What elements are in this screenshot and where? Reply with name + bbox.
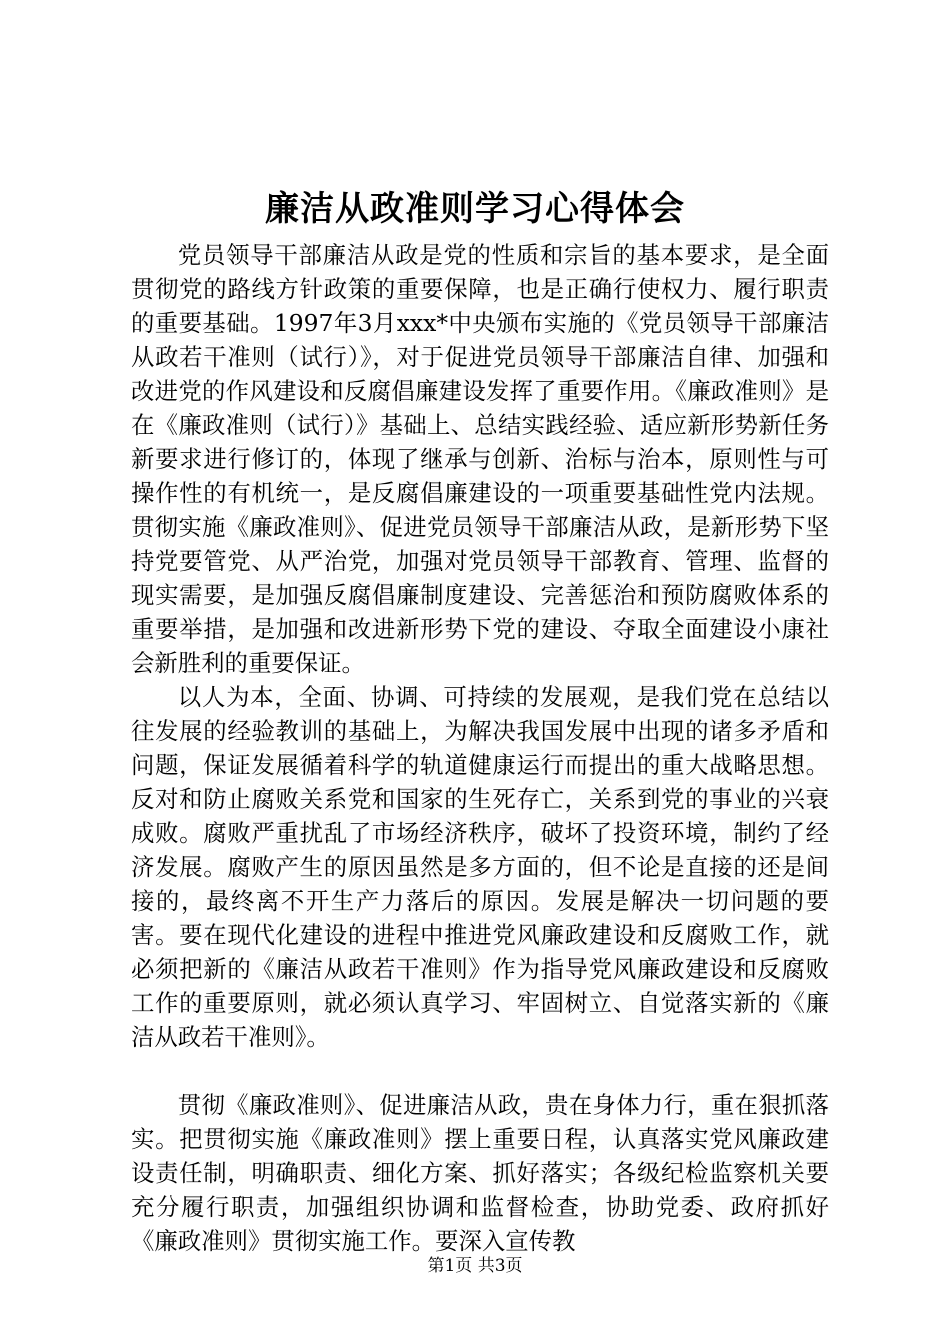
paragraph-3: 贯彻《廉政准则》、促进廉洁从政，贵在身体力行，重在狠抓落实。把贯彻实施《廉政准则》摆上重要日程，认真落实党风廉政建设责任制，明确职责、细化方案、抓好落实；各级纪检监察机关要充分履行职责，加强组织协调和监督检查，协助党委、政府抓好《廉政准则》贯彻实施工作。要深入宣传教 [131,1091,829,1255]
page-footer: 第1页 共3页 [427,1256,523,1276]
paragraph-1: 党员领导干部廉洁从政是党的性质和宗旨的基本要求，是全面贯彻党的路线方针政策的重要保障，也是正确行使权力、履行职责的重要基础。1997年3月xxx*中央颁布实施的《党员领导干部廉洁从政若干准则（试行）》，对于促进党员领导干部廉洁自律、加强和改进党的作风建设和反腐倡廉建设发挥了重要作用。《廉政准则》是在《廉政准则（试行）》基础上、总结实践经验、适应新形势新任务新要求进行修订的，体现了继承与创新、治标与治本，原则性与可操作性的有机统一，是反腐倡廉建设的一项重要基础性党内法规。贯彻实施《廉政准则》、促进党员领导干部廉洁从政，是新形势下坚持党要管党、从严治党，加强对党员领导干部教育、管理、监督的现实需要，是加强反腐倡廉制度建设、完善惩治和预防腐败体系的重要举措，是加强和改进新形势下党的建设、夺取全面建设小康社会新胜利的重要保证。 [131,241,829,677]
paragraph-2: 以人为本，全面、协调、可持续的发展观，是我们党在总结以往发展的经验教训的基础上，为解决我国发展中出现的诸多矛盾和问题，保证发展循着科学的轨道健康运行而提出的重大战略思想。反对和防止腐败关系党和国家的生死存亡，关系到党的事业的兴衰成败。腐败严重扰乱了市场经济秩序，破坏了投资环境，制约了经济发展。腐败产生的原因虽然是多方面的，但不论是直接的还是间接的，最终离不开生产力落后的原因。发展是解决一切问题的要害。要在现代化建设的进程中推进党风廉政建设和反腐败工作，就必须把新的《廉洁从政若干准则》作为指导党风廉政建设和反腐败工作的重要原则，就必须认真学习、牢固树立、自觉落实新的《廉洁从政若干准则》。 [131,683,829,1051]
document-title: 廉洁从政准则学习心得体会 [265,189,685,229]
document-body [131,238,829,1258]
